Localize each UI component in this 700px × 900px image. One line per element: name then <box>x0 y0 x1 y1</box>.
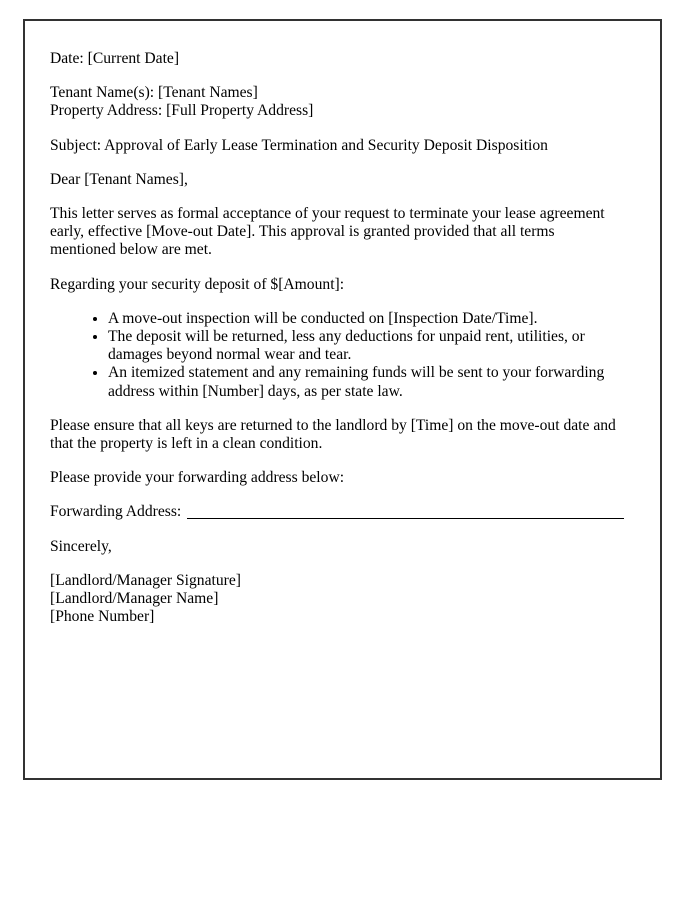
subject-line: Subject: Approval of Early Lease Termination and Security Deposit Disposition <box>50 136 548 154</box>
phone-number-placeholder: [Phone Number] <box>50 608 155 626</box>
property-address-line: Property Address: [Full Property Address] <box>50 102 314 120</box>
deposit-terms-list <box>50 310 630 401</box>
signature-block <box>50 572 630 627</box>
tenant-name-line: Tenant Name(s): [Tenant Names] <box>50 84 258 102</box>
bullet-returned-line-1: • The deposit will be returned, less any deductions for unpaid rent, utilities, or <box>108 328 585 346</box>
bullet-itemized-statement <box>108 364 630 400</box>
bullet-inspection-text: • A move-out inspection will be conducted on [Inspection Date/Time]. <box>108 309 538 327</box>
recipient-block <box>50 84 630 120</box>
salutation: Dear [Tenant Names], <box>50 170 188 188</box>
forwarding-address-label: Forwarding Address: <box>50 503 182 521</box>
keys-return-paragraph <box>50 417 630 453</box>
closing: Sincerely, <box>50 537 112 555</box>
bullet-move-out-inspection <box>108 310 630 328</box>
date-line: Date: [Current Date] <box>50 50 180 67</box>
bullet-returned-line-2: damages beyond normal wear and tear. <box>108 346 352 364</box>
intro-line-2: early, effective [Move-out Date]. This approval is granted provided that all terms <box>50 223 555 241</box>
signature-placeholder: [Landlord/Manager Signature] <box>50 571 241 589</box>
forwarding-address-blank <box>187 506 624 519</box>
forwarding-address-line <box>50 503 630 521</box>
intro-paragraph <box>50 205 630 260</box>
bullet-itemized-line-1: • An itemized statement and any remaining funds will be sent to your forwarding <box>108 364 605 382</box>
keys-line-2: that the property is left in a clean condition. <box>50 435 323 453</box>
intro-line-1: This letter serves as formal acceptance of your request to terminate your lease agreement <box>50 205 605 223</box>
bullet-deposit-returned <box>108 328 630 364</box>
bullet-itemized-line-2: address within [Number] days, as per state law. <box>108 382 403 400</box>
letter-page-frame <box>23 19 662 780</box>
forwarding-prompt: Please provide your forwarding address below: <box>50 469 345 487</box>
intro-line-3: mentioned below are met. <box>50 241 212 259</box>
manager-name-placeholder: [Landlord/Manager Name] <box>50 590 219 608</box>
keys-line-1: Please ensure that all keys are returned to the landlord by [Time] on the move-out date and <box>50 416 616 434</box>
deposit-intro: Regarding your security deposit of $[Amount]: <box>50 275 345 293</box>
